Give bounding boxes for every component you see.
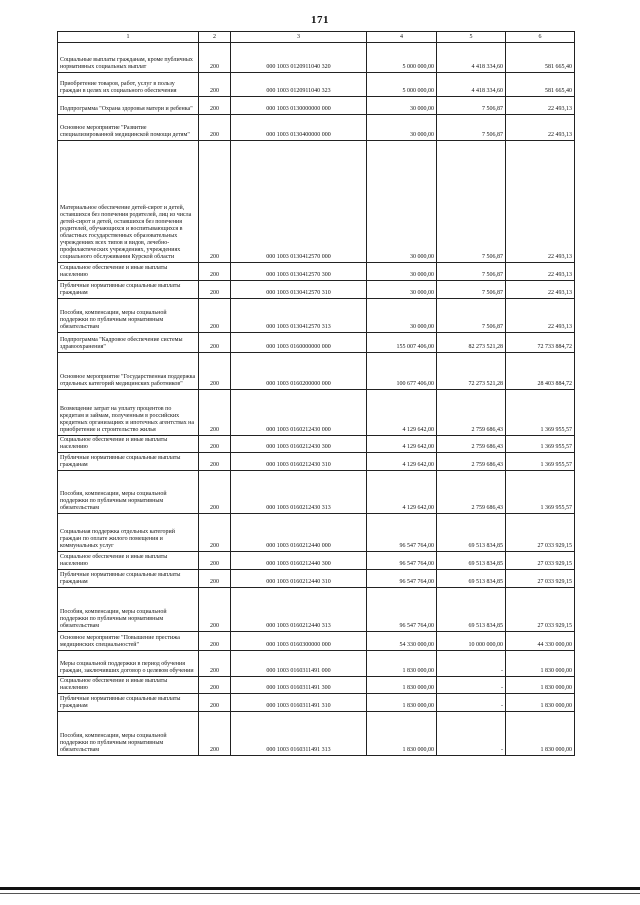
cell-planned: 96 547 764,00: [367, 570, 437, 588]
cell-admin: 200: [199, 436, 231, 453]
cell-code: 000 1003 0130412570 310: [231, 281, 367, 299]
cell-code: 000 1003 0160000000 000: [231, 333, 367, 353]
table-row: [58, 73, 575, 97]
table-row: [58, 390, 575, 436]
cell-executed: -: [437, 694, 506, 712]
table-row: [58, 677, 575, 694]
cell-executed: -: [437, 677, 506, 694]
cell-name: Социальное обеспечение и иные выплаты населению: [58, 436, 199, 453]
cell-code: 000 1003 0130400000 000: [231, 115, 367, 141]
cell-planned: 155 007 406,00: [367, 333, 437, 353]
cell-planned: 100 677 406,00: [367, 353, 437, 390]
cell-name: Меры социальной поддержки в период обучения граждан, заключивших договор о целевом обучении: [58, 651, 199, 677]
cell-admin: 200: [199, 514, 231, 552]
cell-code: 000 1003 0160212440 000: [231, 514, 367, 552]
cell-remaining: 22 493,13: [506, 115, 575, 141]
cell-name: Публичные нормативные социальные выплаты гражданам: [58, 453, 199, 471]
cell-name: Социальное обеспечение и иные выплаты населению: [58, 263, 199, 281]
cell-admin: 200: [199, 632, 231, 651]
cell-executed: 69 513 834,85: [437, 570, 506, 588]
cell-planned: 96 547 764,00: [367, 588, 437, 632]
cell-executed: -: [437, 712, 506, 756]
cell-remaining: 27 033 929,15: [506, 552, 575, 570]
cell-name: Пособия, компенсации, меры социальной поддержки по публичным нормативным обязательствам: [58, 299, 199, 333]
cell-planned: 96 547 764,00: [367, 552, 437, 570]
cell-name: Социальное обеспечение и иные выплаты населению: [58, 677, 199, 694]
cell-remaining: 581 665,40: [506, 43, 575, 73]
table-row: [58, 436, 575, 453]
cell-planned: 30 000,00: [367, 141, 437, 263]
cell-executed: 2 759 686,43: [437, 453, 506, 471]
cell-executed: 69 513 834,85: [437, 514, 506, 552]
table-row: [58, 333, 575, 353]
cell-admin: 200: [199, 390, 231, 436]
cell-admin: 200: [199, 97, 231, 115]
cell-remaining: 1 830 000,00: [506, 694, 575, 712]
cell-planned: 4 129 642,00: [367, 453, 437, 471]
cell-planned: 1 830 000,00: [367, 651, 437, 677]
table-row: [58, 552, 575, 570]
cell-planned: 30 000,00: [367, 97, 437, 115]
cell-executed: 7 506,87: [437, 97, 506, 115]
cell-executed: 2 759 686,43: [437, 471, 506, 514]
cell-remaining: 1 830 000,00: [506, 677, 575, 694]
cell-executed: 2 759 686,43: [437, 436, 506, 453]
bottom-rule: [0, 887, 640, 890]
cell-name: Публичные нормативные социальные выплаты гражданам: [58, 694, 199, 712]
cell-remaining: 581 665,40: [506, 73, 575, 97]
column-number-header: [58, 32, 575, 43]
cell-executed: 2 759 686,43: [437, 390, 506, 436]
table-row: [58, 43, 575, 73]
cell-planned: 30 000,00: [367, 299, 437, 333]
cell-code: 000 1003 0160212440 310: [231, 570, 367, 588]
cell-name: Пособия, компенсации, меры социальной поддержки по публичным нормативным обязательствам: [58, 588, 199, 632]
table-row: [58, 588, 575, 632]
cell-code: 000 1003 0160311491 300: [231, 677, 367, 694]
cell-name: Основное мероприятие "Развитие специализированной медицинской помощи детям": [58, 115, 199, 141]
cell-planned: 54 330 000,00: [367, 632, 437, 651]
cell-name: Возмещение затрат на уплату процентов по кредитам и займам, полученным в российских кредитных организациях и ипотечных агентствах на приобретение и строительство жилья: [58, 390, 199, 436]
table-row: [58, 299, 575, 333]
cell-remaining: 22 493,13: [506, 299, 575, 333]
cell-code: 000 1003 0130412570 313: [231, 299, 367, 333]
cell-code: 000 1003 0130000000 000: [231, 97, 367, 115]
table-row: [58, 514, 575, 552]
cell-remaining: 27 033 929,15: [506, 570, 575, 588]
cell-admin: 200: [199, 651, 231, 677]
table-row: [58, 694, 575, 712]
cell-planned: 4 129 642,00: [367, 390, 437, 436]
cell-code: 000 1003 0160311491 000: [231, 651, 367, 677]
cell-admin: 200: [199, 141, 231, 263]
cell-admin: 200: [199, 333, 231, 353]
cell-admin: 200: [199, 281, 231, 299]
cell-code: 000 1003 0160212440 313: [231, 588, 367, 632]
cell-remaining: 1 369 955,57: [506, 453, 575, 471]
table-row: [58, 651, 575, 677]
cell-remaining: 28 403 884,72: [506, 353, 575, 390]
cell-name: Социальные выплаты гражданам, кроме публичных нормативных социальных выплат: [58, 43, 199, 73]
cell-code: 000 1003 0160300000 000: [231, 632, 367, 651]
cell-admin: 200: [199, 299, 231, 333]
cell-admin: 200: [199, 353, 231, 390]
cell-code: 000 1003 0160212430 313: [231, 471, 367, 514]
cell-planned: 1 830 000,00: [367, 694, 437, 712]
cell-name: Публичные нормативные социальные выплаты гражданам: [58, 570, 199, 588]
cell-admin: 200: [199, 570, 231, 588]
cell-planned: 5 000 000,00: [367, 43, 437, 73]
cell-planned: 96 547 764,00: [367, 514, 437, 552]
cell-code: 000 1003 0160212440 300: [231, 552, 367, 570]
cell-remaining: 22 493,13: [506, 141, 575, 263]
table-body: [58, 43, 575, 756]
table-row: [58, 471, 575, 514]
cell-remaining: 72 733 884,72: [506, 333, 575, 353]
cell-name: Основное мероприятие "Повышение престижа медицинских специальностей": [58, 632, 199, 651]
cell-executed: 4 418 334,60: [437, 43, 506, 73]
page-number: 171: [311, 14, 329, 26]
cell-remaining: 22 493,13: [506, 281, 575, 299]
cell-admin: 200: [199, 453, 231, 471]
table-row: [58, 632, 575, 651]
cell-remaining: 27 033 929,15: [506, 588, 575, 632]
cell-executed: 10 000 000,00: [437, 632, 506, 651]
cell-executed: 7 506,87: [437, 281, 506, 299]
cell-code: 000 1003 0120911040 323: [231, 73, 367, 97]
cell-planned: 30 000,00: [367, 115, 437, 141]
cell-planned: 1 830 000,00: [367, 712, 437, 756]
cell-remaining: 1 830 000,00: [506, 712, 575, 756]
cell-name: Социальная поддержка отдельных категорий граждан по оплате жилого помещения и коммунальных услуг: [58, 514, 199, 552]
cell-executed: -: [437, 651, 506, 677]
cell-remaining: 22 493,13: [506, 97, 575, 115]
cell-code: 000 1003 0160311491 313: [231, 712, 367, 756]
cell-executed: 7 506,87: [437, 115, 506, 141]
table-row: [58, 115, 575, 141]
cell-executed: 7 506,87: [437, 141, 506, 263]
cell-code: 000 1003 0130412570 000: [231, 141, 367, 263]
cell-planned: 30 000,00: [367, 281, 437, 299]
cell-code: 000 1003 0120911040 320: [231, 43, 367, 73]
column-header: 2: [199, 32, 231, 43]
cell-admin: 200: [199, 694, 231, 712]
cell-code: 000 1003 0160212430 310: [231, 453, 367, 471]
table-row: [58, 453, 575, 471]
cell-remaining: 1 369 955,57: [506, 436, 575, 453]
cell-admin: 200: [199, 588, 231, 632]
cell-executed: 69 513 834,85: [437, 588, 506, 632]
cell-executed: 72 273 521,28: [437, 353, 506, 390]
cell-executed: 69 513 834,85: [437, 552, 506, 570]
cell-admin: 200: [199, 43, 231, 73]
cell-planned: 30 000,00: [367, 263, 437, 281]
cell-name: Социальное обеспечение и иные выплаты населению: [58, 552, 199, 570]
column-header: 3: [231, 32, 367, 43]
cell-name: Пособия, компенсации, меры социальной поддержки по публичным нормативным обязательствам: [58, 471, 199, 514]
cell-remaining: 22 493,13: [506, 263, 575, 281]
cell-planned: 4 129 642,00: [367, 471, 437, 514]
cell-code: 000 1003 0160200000 000: [231, 353, 367, 390]
cell-name: Пособия, компенсации, меры социальной поддержки по публичным нормативным обязательствам: [58, 712, 199, 756]
budget-execution-table: [57, 31, 575, 756]
cell-admin: 200: [199, 677, 231, 694]
cell-remaining: 1 830 000,00: [506, 651, 575, 677]
cell-name: Подпрограмма "Кадровое обеспечение системы здравоохранения": [58, 333, 199, 353]
cell-remaining: 1 369 955,57: [506, 471, 575, 514]
table-row: [58, 353, 575, 390]
table-row: [58, 97, 575, 115]
cell-remaining: 1 369 955,57: [506, 390, 575, 436]
bottom-rule-thin: [0, 893, 640, 894]
cell-code: 000 1003 0160212430 300: [231, 436, 367, 453]
cell-executed: 7 506,87: [437, 263, 506, 281]
cell-remaining: 44 330 000,00: [506, 632, 575, 651]
cell-admin: 200: [199, 73, 231, 97]
cell-code: 000 1003 0130412570 300: [231, 263, 367, 281]
cell-name: Подпрограмма "Охрана здоровья матери и ребенка": [58, 97, 199, 115]
cell-admin: 200: [199, 471, 231, 514]
cell-remaining: 27 033 929,15: [506, 514, 575, 552]
cell-admin: 200: [199, 115, 231, 141]
cell-admin: 200: [199, 552, 231, 570]
column-header: 5: [437, 32, 506, 43]
table-row: [58, 141, 575, 263]
cell-name: Приобретение товаров, работ, услуг в пользу граждан в целях их социального обеспечения: [58, 73, 199, 97]
table-row: [58, 712, 575, 756]
cell-executed: 82 273 521,28: [437, 333, 506, 353]
cell-planned: 5 000 000,00: [367, 73, 437, 97]
cell-name: Материальное обеспечение детей-сирот и детей, оставшихся без попечения родителей, лиц из числа детей-сирот и детей, оставшихся без попечения родителей, обучающихся и воспитывающихся в областных государственных образовательных учреждениях всех типов и видов, лечебно-профилактических учреждениях, учреждениях социального обслуживания Курской области: [58, 141, 199, 263]
table-row: [58, 263, 575, 281]
cell-name: Публичные нормативные социальные выплаты гражданам: [58, 281, 199, 299]
cell-executed: 7 506,87: [437, 299, 506, 333]
table-row: [58, 570, 575, 588]
column-header: 1: [58, 32, 199, 43]
cell-planned: 4 129 642,00: [367, 436, 437, 453]
cell-executed: 4 418 334,60: [437, 73, 506, 97]
cell-planned: 1 830 000,00: [367, 677, 437, 694]
cell-code: 000 1003 0160212430 000: [231, 390, 367, 436]
table-row: [58, 281, 575, 299]
cell-admin: 200: [199, 263, 231, 281]
column-header: 4: [367, 32, 437, 43]
cell-admin: 200: [199, 712, 231, 756]
column-header: 6: [506, 32, 575, 43]
cell-name: Основное мероприятие "Государственная поддержка отдельных категорий медицинских работников": [58, 353, 199, 390]
cell-code: 000 1003 0160311491 310: [231, 694, 367, 712]
